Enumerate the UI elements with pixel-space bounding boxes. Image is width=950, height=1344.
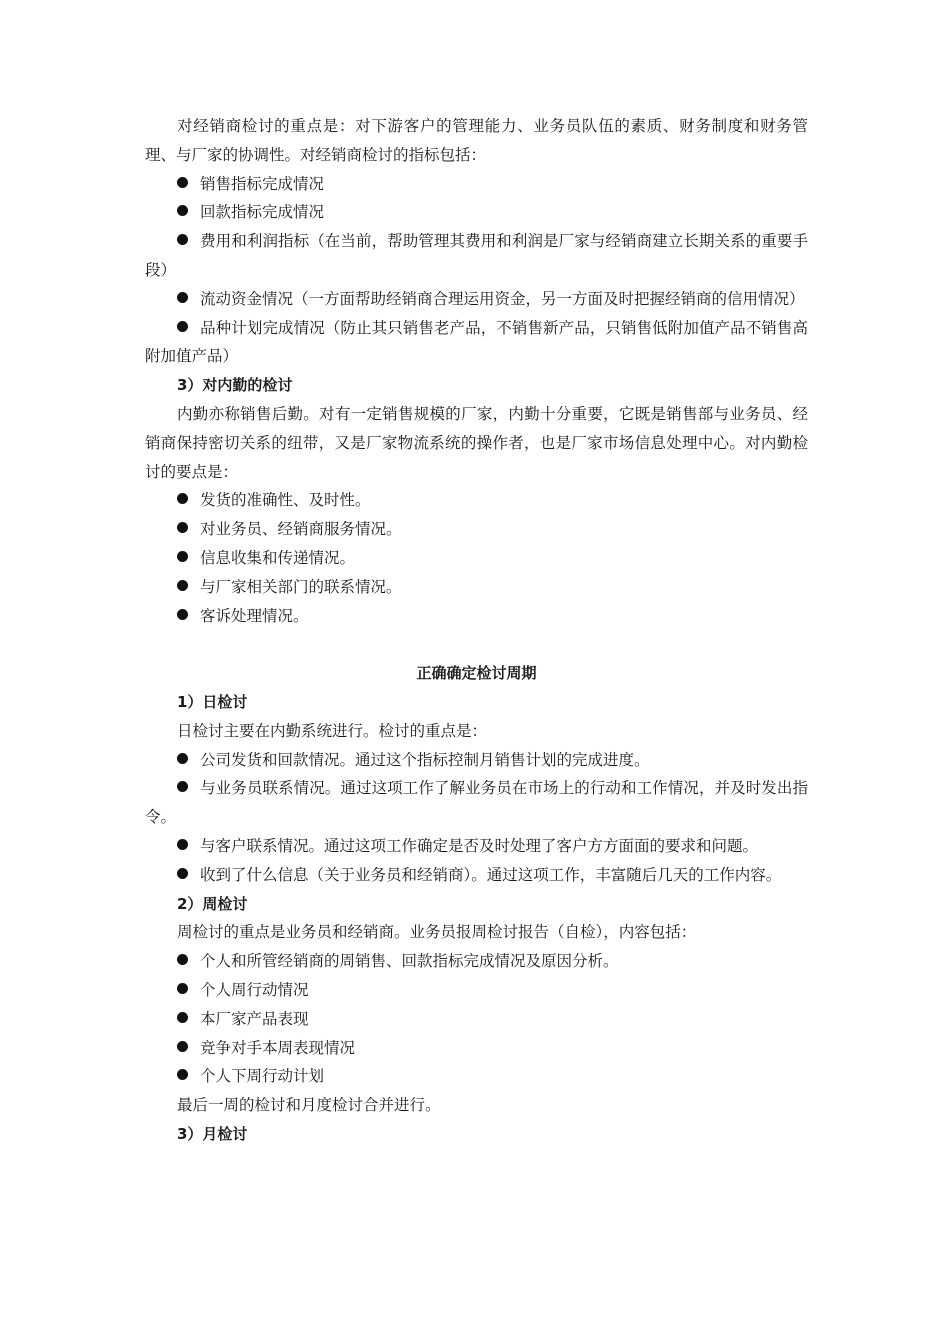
bullet-icon: [177, 1012, 188, 1023]
list-item-text: 公司发货和回款情况。通过这个指标控制月销售计划的完成进度。: [200, 750, 650, 769]
weekly-closing-paragraph: 最后一周的检讨和月度检讨合并进行。: [177, 1096, 441, 1115]
list-item: [145, 285, 808, 314]
list-item-text: 个人下周行动计划: [200, 1067, 325, 1086]
daily-paragraph: 日检讨主要在内勤系统进行。检讨的重点是：: [177, 721, 488, 740]
bullet-icon: [177, 177, 188, 188]
list-item-text: 与业务员联系情况。通过这项工作了解业务员在市场上的行动和工作情况，并及时发出指令。: [145, 779, 808, 827]
bullet-icon: [177, 321, 188, 332]
list-item-text: 发货的准确性、及时性。: [200, 491, 371, 510]
list-item: [145, 170, 808, 199]
list-item-text: 对业务员、经销商服务情况。: [200, 520, 402, 539]
list-item-text: 收到了什么信息（关于业务员和经销商）。通过这项工作，丰富随后几天的工作内容。: [200, 865, 782, 884]
list-item: [145, 832, 808, 861]
list-item: [145, 227, 808, 285]
weekly-paragraph: 周检讨的重点是业务员和经销商。业务员报周检讨报告（自检），内容包括：: [177, 923, 697, 942]
bullet-icon: [177, 781, 188, 792]
list-item: [145, 947, 808, 976]
list-item-text: 竞争对手本周表现情况: [200, 1038, 356, 1057]
bullet-icon: [177, 609, 188, 620]
intro-paragraph: 对经销商检讨的重点是：对下游客户的管理能力、业务员队伍的素质、财务制度和财务管理、与厂家的协调性。对经销商检讨的指标包括：: [145, 117, 808, 164]
list-item-text: 品种计划完成情况（防止其只销售老产品，不销售新产品，只销售低附加值产品不销售高附加值产品）: [145, 318, 808, 366]
list-item: [145, 198, 808, 227]
list-item: [145, 1062, 808, 1091]
list-item-text: 个人和所管经销商的周销售、回款指标完成情况及原因分析。: [200, 952, 619, 971]
section-title-cycle: 正确确定检讨周期: [416, 664, 537, 683]
list-item-text: 回款指标完成情况: [200, 203, 325, 222]
list-item-text: 与客户联系情况。通过这项工作确定是否及时处理了客户方方面面的要求和问题。: [200, 836, 759, 855]
list-item-text: 信息收集和传递情况。: [200, 548, 356, 567]
list-item: [145, 573, 808, 602]
list-item: [145, 976, 808, 1005]
list-item-text: 与厂家相关部门的联系情况。: [200, 577, 402, 596]
list-item-text: 流动资金情况（一方面帮助经销商合理运用资金，另一方面及时把握经销商的信用情况）: [200, 289, 805, 308]
list-item: [145, 602, 808, 631]
list-item: [145, 314, 808, 372]
bullet-icon: [177, 868, 188, 879]
list-item: [145, 861, 808, 890]
bullet-icon: [177, 292, 188, 303]
section-heading-daily: 1）日检讨: [177, 692, 248, 711]
list-item: [145, 774, 808, 832]
bullet-icon: [177, 234, 188, 245]
bullet-icon: [177, 983, 188, 994]
list-item: [145, 1005, 808, 1034]
bullet-icon: [177, 522, 188, 533]
list-item-text: 客诉处理情况。: [200, 606, 309, 625]
list-item-text: 本厂家产品表现: [200, 1009, 309, 1028]
bullet-icon: [177, 580, 188, 591]
bullet-icon: [177, 205, 188, 216]
bullet-icon: [177, 1069, 188, 1080]
section-heading-weekly: 2）周检讨: [177, 894, 248, 913]
bullet-icon: [177, 1041, 188, 1052]
bullet-icon: [177, 493, 188, 504]
list-item: [145, 486, 808, 515]
list-item: [145, 746, 808, 775]
section-heading-monthly: 3）月检讨: [177, 1124, 248, 1143]
bullet-icon: [177, 954, 188, 965]
section-heading-internal: 3）对内勤的检讨: [177, 376, 293, 395]
list-item-text: 个人周行动情况: [200, 980, 309, 999]
list-item: [145, 544, 808, 573]
bullet-icon: [177, 753, 188, 764]
list-item: [145, 1034, 808, 1063]
bullet-icon: [177, 839, 188, 850]
bullet-icon: [177, 551, 188, 562]
internal-paragraph: 内勤亦称销售后勤。对有一定销售规模的厂家，内勤十分重要，它既是销售部与业务员、经销商保持密切关系的纽带，又是厂家物流系统的操作者，也是厂家市场信息处理中心。对内勤检讨的要点是：: [145, 404, 808, 481]
document-body: [145, 112, 808, 1149]
list-item-text: 费用和利润指标（在当前，帮助管理其费用和利润是厂家与经销商建立长期关系的重要手段）: [145, 232, 808, 279]
list-item-text: 销售指标完成情况: [200, 174, 325, 193]
list-item: [145, 515, 808, 544]
